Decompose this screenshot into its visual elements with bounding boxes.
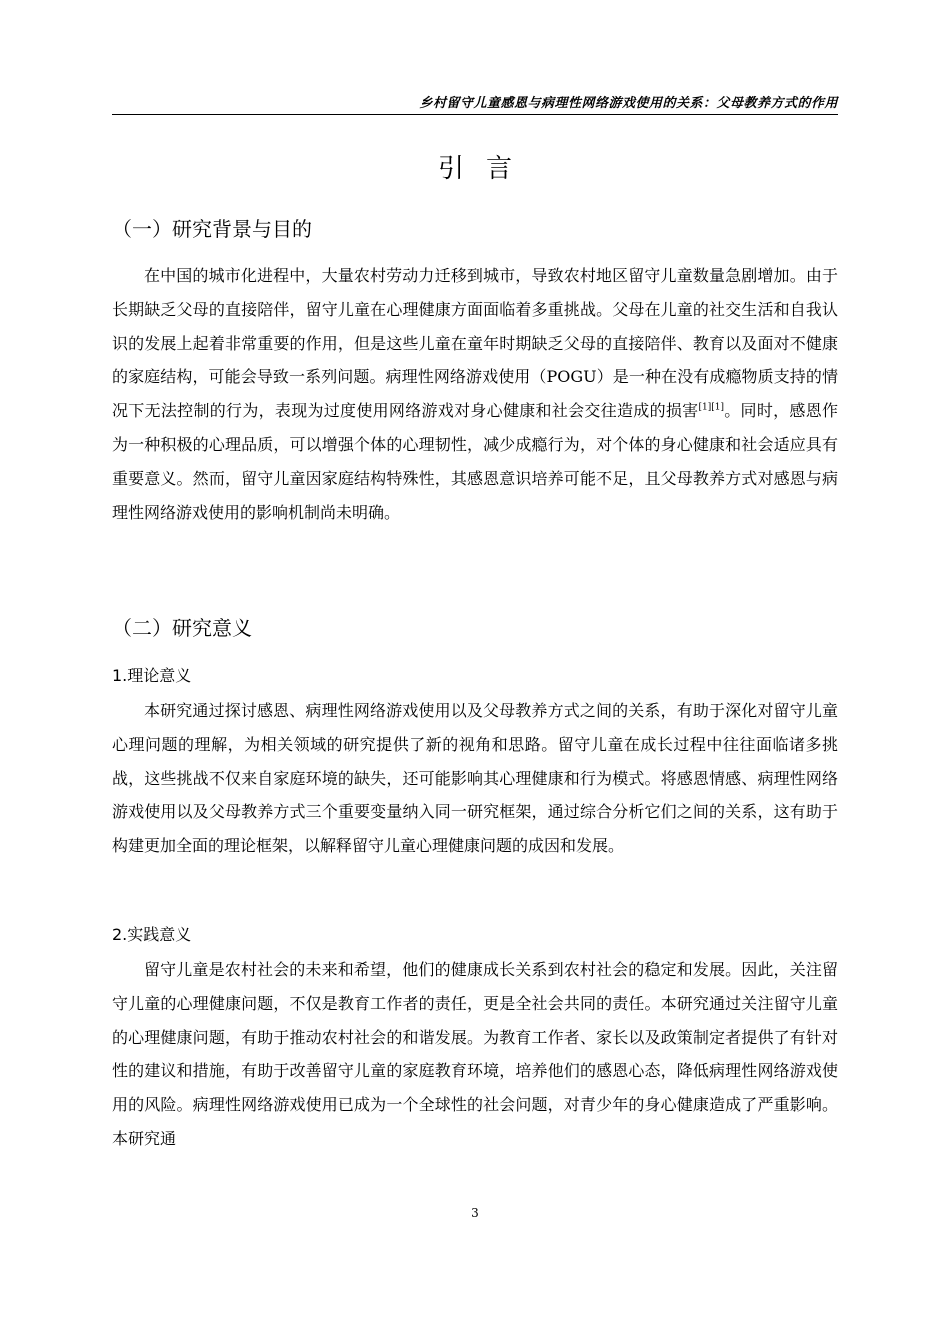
- paragraph-background-text-2: 。同时，感恩作为一种积极的心理品质，可以增强个体的心理韧性，减少成瘾行为，对个体的身心健康和社会适应具有重要意义。然而，留守儿童因家庭结构特殊性，其感恩意识培养可能不足，且父母教养方式对感恩与病理性网络游戏使用的影响机制尚未明确。: [112, 401, 838, 522]
- section-heading-significance: （二）研究意义: [112, 616, 252, 640]
- citation-marker: [1][1]: [698, 402, 724, 413]
- running-header: 乡村留守儿童感恩与病理性网络游戏使用的关系：父母教养方式的作用: [419, 96, 838, 111]
- paragraph-background: [112, 259, 838, 529]
- subheading-practical: 2.实践意义: [112, 925, 192, 944]
- section-heading-background: （一）研究背景与目的: [112, 217, 312, 241]
- paragraph-practical: 留守儿童是农村社会的未来和希望，他们的健康成长关系到农村社会的稳定和发展。因此，关注留守儿童的心理健康问题，不仅是教育工作者的责任，更是全社会共同的责任。本研究通过关注留守儿童的心理健康问题，有助于推动农村社会的和谐发展。为教育工作者、家长以及政策制定者提供了有针对性的建议和措施，有助于改善留守儿童的家庭教育环境，培养他们的感恩心态，降低病理性网络游戏使用的风险。病理性网络游戏使用已成为一个全球性的社会问题，对青少年的身心健康造成了严重影响。本研究通: [112, 960, 838, 1148]
- page-number: 3: [471, 1206, 479, 1220]
- paragraph-background-text-1: 在中国的城市化进程中，大量农村劳动力迁移到城市，导致农村地区留守儿童数量急剧增加。由于长期缺乏父母的直接陪伴，留守儿童在心理健康方面面临着多重挑战。父母在儿童的社交生活和自我认识的发展上起着非常重要的作用，但是这些儿童在童年时期缺乏父母的直接陪伴、教育以及面对不健康的家庭结构，可能会导致一系列问题。病理性网络游戏使用（POGU）是一种在没有成瘾物质支持的情况下无法控制的行为，表现为过度使用网络游戏对身心健康和社会交往造成的损害: [112, 266, 838, 421]
- header-divider: [112, 114, 838, 115]
- paragraph-theoretical: 本研究通过探讨感恩、病理性网络游戏使用以及父母教养方式之间的关系，有助于深化对留守儿童心理问题的理解，为相关领域的研究提供了新的视角和思路。留守儿童在成长过程中往往面临诸多挑战，这些挑战不仅来自家庭环境的缺失，还可能影响其心理健康和行为模式。将感恩情感、病理性网络游戏使用以及父母教养方式三个重要变量纳入同一研究框架，通过综合分析它们之间的关系，这有助于构建更加全面的理论框架，以解释留守儿童心理健康问题的成因和发展。: [112, 701, 838, 856]
- subheading-theoretical: 1.理论意义: [112, 666, 192, 685]
- chapter-title: 引言: [437, 154, 534, 184]
